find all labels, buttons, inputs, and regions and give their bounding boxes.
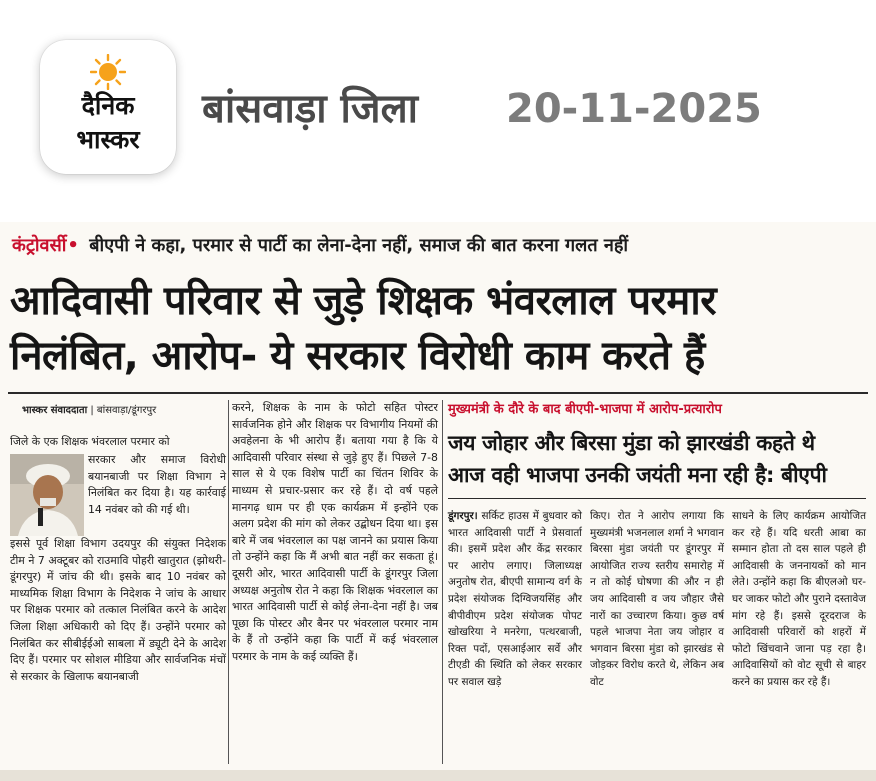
- logo-wordmark-line2: भास्कर: [76, 125, 140, 154]
- sub-story-col-3: साधने के लिए कार्यक्रम आयोजित कर रहे हैं। यदि धरती आबा का सम्मान होता तो दस साल पहले ही आदिवासी के जननायकों को मान लेते। उन्होंने कहा कि बीएलओ घर-घर जाकर फोटो और पुराने दस्तावेज मांग रहे हैं। इससे दूरदराज के आदिवासी परिवारों को शहरों में फोटो खिंचवाने जाना पड़ रहा है। आदिवासियों को वोट सूची से बाहर करने का प्रयास कर रहे हैं।: [732, 510, 866, 688]
- kicker-label: कंट्रोवर्सी: [12, 235, 67, 256]
- article-col-1-wrap: सरकार और समाज विरोधी बयानबाजी पर शिक्षा विभाग ने निलंबित कर दिया है। यह कार्रवाई 14 नवंबर को की गई थी।: [88, 453, 226, 516]
- portrait-image: [10, 454, 84, 536]
- logo-wordmark-line1: दैनिक: [81, 91, 135, 120]
- article-col-2-body: करने, शिक्षक के नाम के फोटो सहित पोस्टर सार्वजनिक होने और शिक्षक पर विभागीय नियमों की अवहेलना के भी आरोप हैं। बताया गया है कि ये आदिवासी परिवार संस्था से जुड़े हुए हैं। पिछले 7-8 साल से ये एक विशेष पार्टी का चिंतन शिविर के माध्यम से प्रचार-प्रसार कर रहे हैं। दो वर्ष पहले मानगढ़ धाम पर ही एक कार्यक्रम में इन्होंने एक अलग प्रदेश की मांग को लेकर उद्बोधन दिया था। इस बारे में जब भंवरलाल का पक्ष जानने का प्रयास किया तो उन्होंने कहा कि मैं अभी बात नहीं कर सकता हूं। दूसरी ओर, भारत आदिवासी पार्टी के डूंगरपुर जिला अध्यक्ष अनुतोष रोत ने कहा कि शिक्षक भंवरलाल का भारत आदिवासी पार्टी से कोई लेना-देना नहीं है। जब पूछा कि पोस्टर और बैनर पर भंवरलाल परमार नाम के हैं तो उन्होंने कहा कि पार्टी में कई भंवरलाल परमार के नाम के कई व्यक्ति हैं।: [232, 401, 438, 663]
- kicker-bullet-icon: •: [67, 235, 79, 256]
- sub-story-divider: [448, 498, 866, 499]
- article-col-1-lead: जिले के एक शिक्षक भंवरलाल परमार को: [10, 435, 170, 448]
- sub-story-col-1-text: सर्किट हाउस में बुधवार को भारत आदिवासी पार्टी ने प्रेसवार्ता की। इसमें प्रदेश और केंद्र सरकार पर आरोप लगाए। जिलाध्यक्ष अनुतोष रोत, बीएपी सामान्य वर्ग के प्रदेश संयोजक दिग्विजयसिंह और बीपीवीएम प्रदेश संयोजक पोपट खोखरिया ने मनरेगा, पत्थरबाजी, रिक्त पदों, एसआईआर सर्वे और टीएडी की स्थिति को लेकर सरकार पर सवाल खड़े: [448, 510, 582, 688]
- sun-icon: [90, 54, 126, 90]
- column-divider: [228, 400, 229, 764]
- sub-story-col-1: [448, 508, 582, 691]
- sub-story-kicker: मुख्यमंत्री के दौरे के बाद बीएपी-भाजपा में आरोप-प्रत्यारोप: [448, 402, 722, 417]
- sub-headline-line-1: जय जोहार और बिरसा मुंडा को झारखंडी कहते थे: [448, 431, 815, 455]
- edition-date: 20-11-2025: [506, 86, 762, 132]
- sub-headline-line-2: आज वही भाजपा उनकी जयंती मना रही है: बीएपी: [448, 463, 827, 487]
- app-logo[interactable]: [40, 40, 176, 174]
- column-divider: [442, 400, 443, 764]
- edition-title: बांसवाड़ा जिला: [202, 86, 419, 132]
- news-clipping[interactable]: [0, 222, 876, 781]
- dateline: डूंगरपुर।: [448, 510, 478, 522]
- headline-divider: [8, 392, 868, 394]
- sub-story-col-2: किए। रोत ने आरोप लगाया कि मुख्यमंत्री भजनलाल शर्मा ने भगवान बिरसा मुंडा जयंती पर डूंगरपुर में आयोजित राज्य स्तरीय समारोह में न तो कोई घोषणा की और न ही जय आदिवासी व जय जौहार जैसे नारों का उच्चारण किया। कुछ वर्ष पहले भाजपा नेता जय जोहार व भगवान बिरसा मुंडा को झारखंड से जोड़कर विरोध करते थे, लेकिन अब वोट: [590, 510, 724, 688]
- teacher-photo: [10, 454, 84, 536]
- kicker-text: बीएपी ने कहा, परमार से पार्टी का लेना-देना नहीं, समाज की बात करना गलत नहीं: [89, 235, 629, 256]
- headline-line-2: निलंबित, आरोप- ये सरकार विरोधी काम करते हैं: [10, 333, 705, 379]
- kicker-row: [12, 233, 628, 259]
- headline-line-1: आदिवासी परिवार से जुड़े शिक्षक भंवरलाल परमार: [10, 278, 717, 324]
- clipping-bottom-edge: [0, 770, 876, 781]
- byline-place: बांसवाड़ा/डूंगरपुर: [96, 405, 157, 416]
- article-col-1-body: इससे पूर्व शिक्षा विभाग उदयपुर की संयुक्त निदेशक टीम ने 7 अक्टूबर को राउमावि पोहरी खातुरात (झोथरी-डूंगरपुर) में जांच की थी। इसके बाद 10 नवंबर को माध्यमिक शिक्षा विभाग के निदेशक ने जांच के आधार पर शिक्षक परमार को तत्काल निलंबित करने के आदेश जिला शिक्षा अधिकारी को दिए हैं। उन्होंने परमार को निलंबित कर सीबीईईओ साबला में ड्यूटी देने के आदेश दिए हैं। परमार पर सोशल मीडिया और सार्वजनिक मंचों से सरकार के खिलाफ बयानबाजी: [10, 537, 226, 683]
- byline-source: भास्कर संवाददाता: [22, 405, 88, 416]
- byline: भास्कर संवाददाता | बांसवाड़ा/डूंगरपुर: [22, 405, 157, 416]
